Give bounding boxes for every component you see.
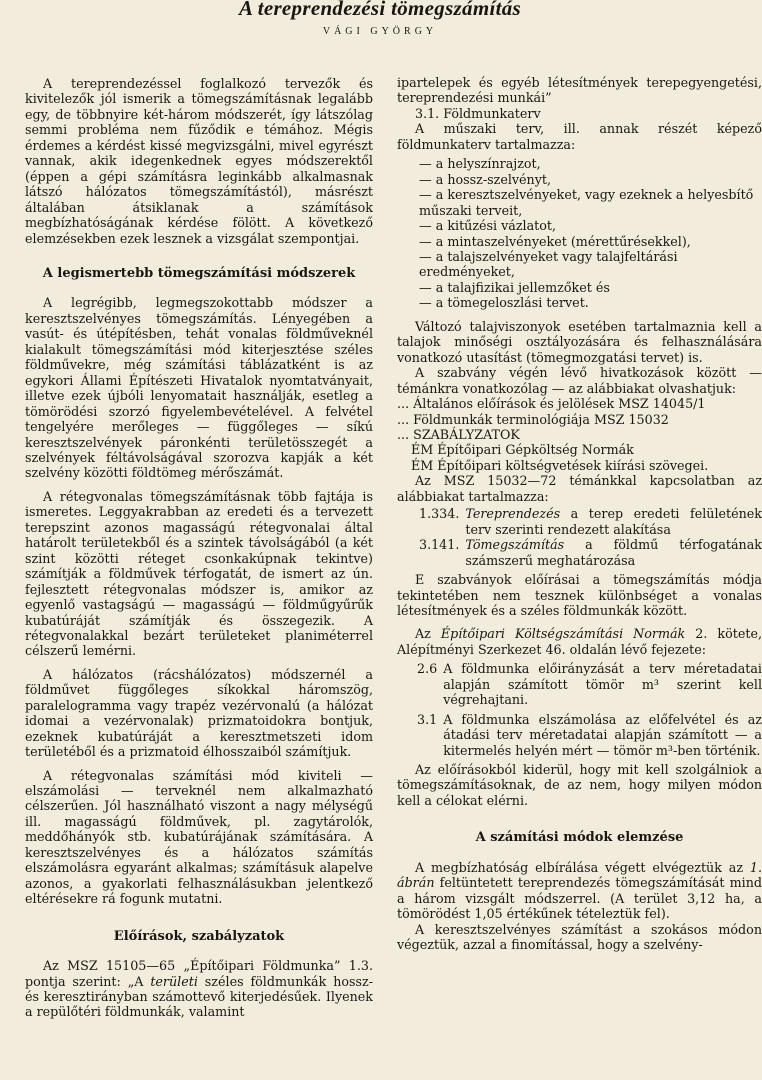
rule-item [397, 661, 762, 707]
list-item: — a tömegeloszlási tervet. [419, 295, 589, 311]
plan-items-list [397, 156, 762, 311]
definition-term: Tömegszámítás [465, 537, 565, 553]
article-title: A tereprendezési tömegszámítás [239, 0, 521, 20]
definition-number: 1.334. [419, 506, 460, 522]
paragraph-cross-section-calc: A keresztszelvényes számítást a szokásos módon végeztük, azzal a finomítással, hogy a szelvény- [397, 921, 762, 953]
list-item: — a hossz-szelvényt, [419, 171, 552, 187]
list-item: — a talajszelvényeket vagy talajfeltárási eredményeket, [419, 248, 678, 280]
reference-item: ÉM Építőipari Gépköltség Normák [411, 442, 634, 458]
paragraph-references-intro: A szabvány végén lévő hivatkozások között — témánkra vonatkozólag — az alábbiakat olvashatjuk: [397, 365, 762, 396]
right-column [397, 75, 762, 953]
paragraph-cost-norms: Az Építőipari Költségszámítási Normák 2. kötete, Alépítményi Szerkezet 46. oldalán lévő fejezete: [397, 626, 762, 657]
definitions-list [397, 506, 762, 568]
rule-number: 3.1 [417, 711, 438, 727]
rule-text: A földmunka elszámolása az előfelvétel és az átadási terv méretadatai alapján számított — a kitermelés helyén mért — tömör m³-ben történik. [443, 711, 762, 758]
definition-item [397, 506, 762, 537]
section-heading-analysis: A számítási módok elemzése [475, 830, 684, 846]
section-heading-regulations: Előírások, szabályzatok [113, 928, 285, 944]
reference-item: ... Általános előírások és jelölések MSZ 14045/1 [397, 396, 706, 412]
rule-text: A földmunka előirányzását a terv méretadatai alapján számított tömör m³ szerint kell végrehajtani. [443, 661, 762, 708]
references-list [397, 396, 762, 473]
left-column [25, 76, 373, 1020]
section-heading-methods: A legismertebb tömegszámítási módszerek [42, 265, 356, 281]
rule-item [397, 712, 762, 758]
paragraph-conclusion: Az előírásokból kiderül, hogy mit kell szolgálniok a tömegszámításoknak, de az nem, hogy milyen módon kell a célokat elérni. [397, 762, 762, 808]
rules-list [397, 661, 762, 758]
subsection-label: 3.1. Földmunkaterv [415, 105, 541, 121]
paragraph-standard: Az MSZ 15105—65 „Építőipari Földmunka” 1.3. pontja szerint: „A területi széles földmunkák hossz- és keresztirányban számottevő kiterjedésűek. Ilyenek a repülőtéri földmunkák, valamint [25, 958, 374, 1020]
paragraph-grid: A hálózatos (rácshálózatos) módszernél a földművet függőleges síkokkal háromszög, paralelogramma vagy trapéz vezérvonalú (a hálózat idomai a vezérvonalak) prizmatoidokra bontjuk, ezeknek kubatúráját a keresztmetszeti idom területéből és a prizmatoid élhosszaiból számítjuk. [25, 666, 373, 760]
list-item: — a kitűzési vázlatot, [419, 218, 557, 234]
author-name: VÁGI GYÖRGY [322, 26, 438, 37]
paragraph-soil: Változó talajviszonyok esetében tartalmaznia kell a talajok minőségi osztályozására és felhasználására vonatkozó utasítást (tömegmozgatási tervet) is. [397, 318, 762, 365]
definition-term: Tereprendezés [465, 506, 561, 522]
list-item: — a helyszínrajzot, [419, 156, 541, 172]
rule-number: 2.6 [417, 661, 438, 677]
paragraph-continuation: ipartelepek és egyéb létesítmények terepegyengetési, tereprendezési munkái” [397, 75, 762, 106]
paragraph-contour: A rétegvonalas tömegszámításnak több fajtája is ismeretes. Leggyakrabban az eredeti és a tervezett terepszint azonos magasságú rétegvonalai által határolt területekből és a szintek távolságából (a két szint közötti réteget csonkakúpnak tekintve) számítják a földművek térfogatát, de ismert az ún. fejlesztett rétegvonalas módszer is, amikor az egyenlő vastagságú — magasságú — földműgyűrűk kubatúráját számítják és összegezik. A rétegvonalakkal bezárt területeket planiméterrel célszerű lemérni. [25, 488, 373, 659]
paragraph-plan-contents: A műszaki terv, ill. annak részét képező földmunkaterv tartalmazza: [397, 121, 762, 152]
paragraph-comparison: A rétegvonalas számítási mód kiviteli — elszámolási — terveknél nem alkalmazható célszerűen. Jól használható viszont a nagy mélységű ill. magasságú földművek, pl. zagytárolók, meddőhányók stb. kubatúrájának számítására. A keresztszelvényes és a hálózatos számítás elszámolásra egyaránt alkalmas; számításuk alapelve azonos, a gyakorlati felhasználásukban jelentkező eltérésekre rá fogunk mutatni. [25, 767, 373, 907]
reference-item: ... SZABÁLYZATOK [397, 426, 520, 442]
list-item: — a keresztszelvényeket, vagy ezeknek a helyesbítő műszaki terveit, [419, 187, 754, 218]
paragraph-msz-15032: Az MSZ 15032—72 témánkkal kapcsolatban az alábbiakat tartalmazza: [397, 473, 762, 504]
list-item: — a talajfizikai jellemzőket és [419, 279, 610, 295]
paragraph-reliability: A megbízhatóság elbírálása végett elvégeztük az 1. ábrán feltüntetett tereprendezés tömegszámítását mind a három vizsgált módszerrel. (A terület 3,12 ha, a tömörödést 1,05 értékűnek tételeztük fel). [397, 859, 762, 922]
definition-text: a terep eredeti felületének terv szerinti rendezett alakítása [465, 506, 762, 537]
paragraph-cross-section: A legrégibb, legmegszokottabb módszer a keresztszelvényes tömegszámítás. Lényegében a vasút- és útépítésben, tehát vonalas földműveknél kialakult tömegszámítási mód kiterjesztése széles földművekre, még számítási táblázatként is az egykori Állami Építészeti Hivatalok nyomtatványait, illetve ezek újbóli lenyomatait használják, esetleg a tömörödési szorzó figyelembevételével. A felvétel tengelyére merőleges — függőleges — síkú keresztszelvények páronkénti területösszegét a szelvények féltávolságával szorozva kapják a két szelvény közötti földtömeg mérőszámát. [25, 295, 373, 481]
reference-item: ... Földmunkák terminológiája MSZ 15032 [397, 411, 669, 427]
definition-text: a földmű térfogatának számszerű meghatározása [465, 537, 762, 568]
paragraph-no-distinction: E szabványok előírásai a tömegszámítás módja tekintetében nem tesznek különbséget a vonalas létesítmények és a széles földmunkák között. [397, 572, 762, 618]
reference-item: ÉM Építőipari költségvetések kiírási szövegei. [411, 457, 709, 473]
list-item: — a mintaszelvényeket (mérettűrésekkel), [419, 233, 691, 249]
definition-number: 3.141. [419, 537, 460, 553]
definition-item [397, 537, 762, 568]
intro-paragraph: A tereprendezéssel foglalkozó tervezők és kivitelezők jól ismerik a tömegszámításnak legalább egy, de többnyire két-három módszerét, így látszólag semmi probléma nem fűződik e témához. Mégis érdemes a kérdést kissé megvizsgálni, mivel egyrészt vannak, akik idegenkednek egyes módszerektől (éppen a gépi számításra leginkább alkalmasnak látszó hálózatos tömegszámítástól), másrészt általában átsiklanak a számítások megbízhatóságának kérdése fölött. A következő elemzésekben ezek lesznek a vizsgálat szempontjai. [25, 76, 373, 246]
